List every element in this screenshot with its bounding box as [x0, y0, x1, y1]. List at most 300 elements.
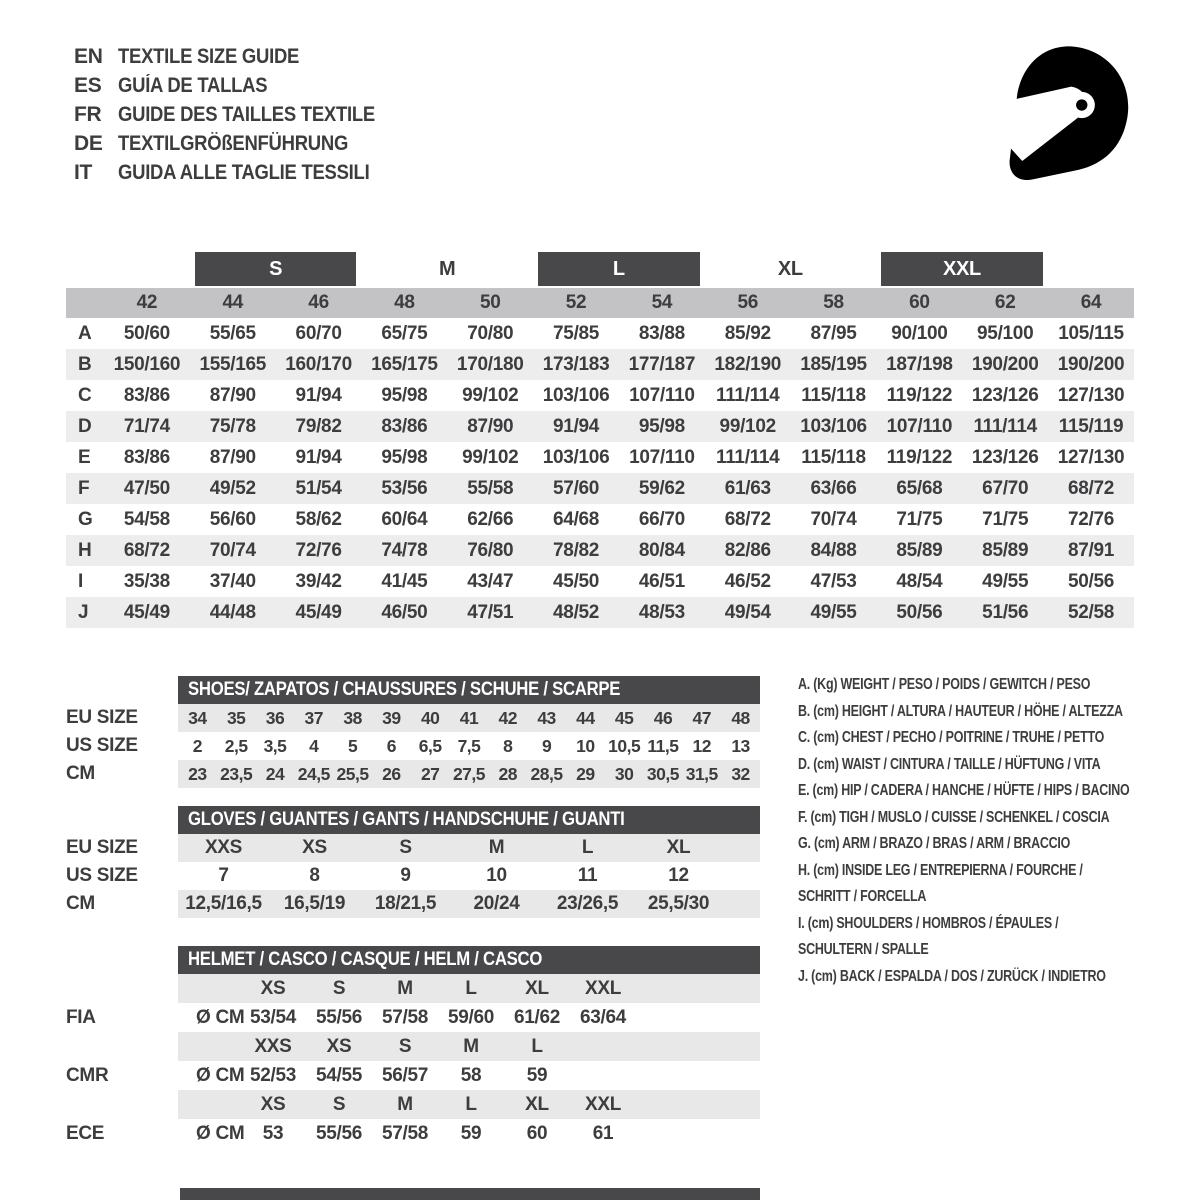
size-number-cell: 50: [479, 292, 501, 313]
size-cell: 2: [192, 735, 203, 756]
measurement-value: 47/53: [810, 570, 857, 592]
row-letter: C: [78, 384, 92, 406]
helmet-icon: [975, 28, 1150, 203]
measurement-value: 59/62: [638, 477, 685, 499]
row-letter: B: [78, 353, 92, 375]
measurement-value: 170/180: [456, 353, 524, 375]
row-cells: [178, 1003, 760, 1032]
measurement-row: [66, 411, 1134, 442]
row-letter: F: [78, 477, 90, 499]
measurement-value: 182/190: [714, 353, 781, 375]
measurement-value: 95/100: [977, 322, 1034, 344]
measurement-value: 83/86: [381, 415, 428, 437]
size-cell: 9: [541, 735, 552, 756]
measurement-value: 155/165: [199, 353, 267, 375]
measurement-value: 67/70: [982, 477, 1029, 499]
size-cell: 30,5: [646, 763, 679, 784]
size-number-cell: 54: [651, 292, 673, 313]
legend-line: E. (cm) HIP / CADERA / HANCHE / HÜFTE / HIPS / BACINO: [798, 782, 1130, 799]
spacer: [1048, 269, 1134, 270]
size-cell: 63/64: [579, 1006, 627, 1028]
size-cell: XL: [525, 1093, 549, 1115]
measurement-value: 103/106: [542, 446, 610, 468]
size-cell: 57/58: [381, 1122, 429, 1144]
measurement-value: 85/92: [724, 322, 771, 344]
size-cell: 20/24: [473, 893, 520, 914]
legend-item: [798, 964, 1200, 991]
size-number-cell: 44: [222, 292, 244, 313]
size-cell: M: [463, 1035, 479, 1057]
measurement-value: 83/86: [123, 446, 170, 468]
legend-item: [798, 831, 1200, 858]
measurement-value: 37/40: [209, 570, 256, 592]
measurement-value: 53/56: [381, 477, 428, 499]
legend-item: [798, 805, 1200, 832]
size-cell: 61: [592, 1122, 614, 1144]
measurement-value: 55/65: [209, 322, 256, 344]
measurement-value: 70/74: [810, 508, 857, 530]
size-cell: S: [398, 1035, 412, 1057]
size-number-cell: 48: [394, 292, 415, 313]
shoes-table-title: SHOES/ ZAPATOS / CHAUSSURES / SCHUHE / SCARPE: [188, 679, 621, 700]
row-cells: [178, 1119, 760, 1148]
measurement-value: 115/118: [801, 446, 866, 468]
legend-line: D. (cm) WAIST / CINTURA / TAILLE / HÜFTUNG / VITA: [798, 755, 1101, 773]
measurement-value: 95/98: [381, 446, 428, 468]
measurement-value: 63/66: [810, 477, 857, 499]
size-cell: L: [581, 837, 594, 858]
row-letter: D: [78, 415, 92, 437]
size-number-cell: 56: [737, 292, 758, 313]
measurement-value: 70/74: [209, 539, 256, 561]
measurement-value: 49/55: [982, 570, 1029, 592]
size-category-label: XL: [777, 257, 803, 280]
measurement-value: 68/72: [1068, 477, 1115, 499]
measurement-value: 87/91: [1068, 539, 1115, 561]
guide-title: GUIDE DES TAILLES TEXTILE: [118, 103, 375, 126]
row-letter: I: [78, 570, 83, 592]
measurement-value: 65/68: [896, 477, 943, 499]
row-label: CM: [66, 763, 95, 784]
size-row: [66, 732, 760, 760]
measurement-value: 115/118: [801, 384, 866, 406]
language-row: [74, 129, 410, 158]
size-cell: 56/57: [381, 1064, 429, 1086]
measurement-value: 65/75: [381, 322, 428, 344]
helmet-size-table: [66, 946, 760, 1148]
row-label: US SIZE: [66, 865, 138, 886]
language-code: EN: [74, 45, 103, 68]
language-title-list: [74, 42, 410, 187]
measurement-value: 51/54: [295, 477, 342, 499]
measurement-value: 49/52: [209, 477, 256, 499]
size-cell: S: [332, 977, 346, 999]
size-number-cell: 58: [823, 292, 844, 313]
measurement-value: 87/95: [810, 322, 857, 344]
size-cell: M: [488, 837, 505, 858]
size-cell: L: [465, 977, 477, 999]
size-cell: 11,5: [647, 735, 679, 756]
language-code: ES: [74, 74, 102, 97]
legend-line: H. (cm) INSIDE LEG / ENTREPIERNA / FOURCHE /: [798, 861, 1083, 879]
legend-line: SCHULTERN / SPALLE: [798, 941, 929, 958]
size-cell: S: [399, 837, 412, 858]
size-cell: 28: [498, 763, 517, 784]
row-cells: [178, 834, 760, 862]
size-cell: 41: [459, 707, 479, 728]
helmet-row: [66, 974, 760, 1003]
measurement-value: 85/89: [896, 539, 943, 561]
legend-item: [798, 911, 1200, 964]
shoes-table-header: [178, 676, 760, 704]
legend-line: I. (cm) SHOULDERS / HOMBROS / ÉPAULES /: [798, 914, 1059, 932]
measurement-value: 90/100: [891, 322, 948, 344]
legend-item: [798, 672, 1200, 699]
helmet-row: [66, 1090, 760, 1119]
measurement-value: 74/78: [381, 539, 428, 561]
size-cell: 25,5/30: [647, 893, 710, 914]
measurement-value: 66/70: [638, 508, 685, 530]
measurement-row: [66, 349, 1134, 380]
measurement-row: [66, 442, 1134, 473]
measurement-value: 127/130: [1057, 384, 1125, 406]
size-cell: 27,5: [452, 763, 485, 784]
size-cell: 45: [614, 707, 634, 728]
size-number-cell: 62: [994, 292, 1016, 313]
measurement-value: 79/82: [295, 415, 342, 437]
language-code: FR: [74, 103, 102, 126]
size-category-label: L: [538, 252, 700, 286]
size-cell: 60: [526, 1122, 548, 1144]
language-row: [74, 42, 410, 71]
size-cell: 42: [498, 707, 517, 728]
row-letter: J: [78, 601, 89, 623]
measurement-value: 99/102: [462, 384, 519, 406]
size-cell: L: [531, 1035, 543, 1057]
size-category-cell: [705, 250, 877, 288]
measurement-value: 111/114: [715, 446, 780, 468]
row-label: CMR: [66, 1064, 109, 1086]
size-category-label: S: [195, 252, 357, 286]
row-letter: E: [78, 446, 91, 468]
size-category-cell: [876, 250, 1048, 288]
size-cell: 39: [382, 707, 401, 728]
size-cell: 54/55: [315, 1064, 363, 1086]
size-cell: 32: [731, 763, 750, 784]
size-category-cell: [190, 250, 362, 288]
helmet-row: [66, 1119, 760, 1148]
measurement-value: 62/66: [467, 508, 514, 530]
legend-line: G. (cm) ARM / BRAZO / BRAS / ARM / BRACCIO: [798, 835, 1071, 852]
legend-item: [798, 778, 1200, 805]
measurement-value: 52/58: [1068, 601, 1115, 623]
guide-title: TEXTILGRÖßENFÜHRUNG: [118, 132, 349, 155]
row-label: EU SIZE: [66, 707, 138, 728]
unit-cell: Ø CM: [196, 1006, 245, 1028]
measurement-value: 82/86: [724, 539, 771, 561]
measurement-value: 64/68: [553, 508, 600, 530]
size-cell: 16,5/19: [283, 893, 346, 914]
measurement-value: 55/58: [467, 477, 514, 499]
row-letter: H: [78, 539, 92, 561]
row-label: ECE: [66, 1122, 105, 1144]
size-cell: 44: [576, 707, 595, 728]
size-cell: 28,5: [530, 763, 563, 784]
size-category-label: XXL: [881, 252, 1043, 286]
size-cell: 59: [460, 1122, 482, 1144]
measurement-value: 48/54: [896, 570, 943, 592]
row-cells: [178, 732, 760, 760]
size-cell: 5: [347, 735, 358, 756]
measurement-value: 68/72: [123, 539, 170, 561]
row-cells: [178, 704, 760, 732]
measurement-value: 72/76: [1068, 508, 1115, 530]
measurement-value: 57/60: [553, 477, 600, 499]
size-cell: M: [397, 977, 413, 999]
shoes-size-table: [66, 676, 760, 788]
size-cell: 40: [420, 707, 440, 728]
legend-item: [798, 858, 1200, 911]
measurement-value: 45/50: [553, 570, 600, 592]
size-cell: 11: [577, 865, 598, 886]
legend-line: C. (cm) CHEST / PECHO / POITRINE / TRUHE / PETTO: [798, 729, 1105, 746]
row-label: FIA: [66, 1006, 96, 1028]
size-cell: XXL: [584, 977, 622, 999]
size-cell: XS: [260, 1093, 286, 1115]
measurement-value: 119/122: [886, 384, 953, 406]
measurement-value: 111/114: [715, 384, 780, 406]
row-label: EU SIZE: [66, 837, 138, 858]
size-cell: 23: [188, 763, 207, 784]
size-category-cell: [533, 250, 705, 288]
size-cell: 29: [576, 763, 595, 784]
measurement-value: 99/102: [462, 446, 519, 468]
measurement-value: 119/122: [886, 446, 953, 468]
measurement-value: 72/76: [295, 539, 342, 561]
measurement-value: 87/90: [467, 415, 514, 437]
measurement-value: 75/78: [209, 415, 256, 437]
size-cell: XXS: [204, 837, 243, 858]
measurement-value: 71/75: [982, 508, 1029, 530]
size-row: [66, 862, 760, 890]
row-cells: [178, 890, 760, 918]
size-cell: 12: [668, 865, 689, 886]
measurement-value: 44/48: [209, 601, 256, 623]
measurement-value: 165/175: [371, 353, 438, 375]
size-cell: 59: [526, 1064, 548, 1086]
guide-title: GUIDA ALLE TAGLIE TESSILI: [118, 161, 370, 184]
size-cell: 37: [304, 707, 324, 728]
measurement-row: [66, 535, 1134, 566]
measurement-value: 48/52: [553, 601, 600, 623]
gloves-table-title: GLOVES / GUANTES / GANTS / HANDSCHUHE / GUANTI: [188, 809, 625, 830]
size-category-label: M: [439, 257, 456, 280]
measurement-value: 50/56: [896, 601, 943, 623]
size-cell: XS: [326, 1035, 352, 1057]
measurement-value: 51/56: [982, 601, 1029, 623]
row-cells: [178, 862, 760, 890]
measurement-value: 68/72: [724, 508, 771, 530]
measurement-value: 91/94: [553, 415, 600, 437]
measurement-value: 115/119: [1058, 415, 1124, 437]
measurement-row: [66, 380, 1134, 411]
measurement-value: 50/56: [1068, 570, 1115, 592]
measurement-value: 127/130: [1057, 446, 1125, 468]
size-cell: XL: [666, 837, 691, 858]
helmet-row: [66, 1061, 760, 1090]
row-cells: [178, 760, 760, 788]
spacer: [66, 269, 190, 270]
size-number-cell: 64: [1080, 292, 1102, 313]
legend-item: [798, 725, 1200, 752]
language-row: [74, 158, 410, 187]
measurement-value: 87/90: [209, 384, 256, 406]
legend-line: A. (Kg) WEIGHT / PESO / POIDS / GEWITCH / PESO: [798, 676, 1091, 693]
measurement-value: 190/200: [1057, 353, 1125, 375]
measurement-value: 71/75: [896, 508, 943, 530]
size-row: [66, 834, 760, 862]
size-cell: 10,5: [608, 735, 641, 756]
measurement-value: 87/90: [209, 446, 256, 468]
size-cell: 24: [265, 763, 285, 784]
measurement-value: 103/106: [542, 384, 610, 406]
measurement-value: 187/198: [886, 353, 953, 375]
size-cell: 6: [386, 735, 396, 756]
measurement-value: 99/102: [719, 415, 776, 437]
size-cell: XS: [302, 837, 327, 858]
measurement-value: 75/85: [553, 322, 600, 344]
measurement-row: [66, 318, 1134, 349]
measurement-value: 35/38: [123, 570, 170, 592]
measurement-value: 91/94: [295, 446, 342, 468]
size-cell: 7: [218, 865, 229, 886]
size-cell: 12,5/16,5: [185, 893, 262, 914]
measurement-value: 95/98: [638, 415, 685, 437]
measurement-value: 95/98: [381, 384, 428, 406]
size-cell: 55/56: [315, 1006, 363, 1028]
size-cell: S: [332, 1093, 346, 1115]
size-cell: 23,5: [220, 763, 253, 784]
measurement-value: 46/50: [381, 601, 428, 623]
size-cell: 53/54: [249, 1006, 297, 1028]
size-cell: 57/58: [381, 1006, 429, 1028]
measurement-row: [66, 566, 1134, 597]
measurement-value: 76/80: [467, 539, 514, 561]
size-cell: L: [465, 1093, 477, 1115]
guide-title: TEXTILE SIZE GUIDE: [118, 45, 300, 68]
measurement-value: 61/63: [724, 477, 771, 499]
size-category-row: [66, 250, 1134, 288]
measurement-value: 123/126: [971, 446, 1039, 468]
measurement-value: 107/110: [629, 446, 695, 468]
measurement-value: 111/114: [973, 415, 1037, 437]
legend-line: B. (cm) HEIGHT / ALTURA / HAUTEUR / HÖHE / ALTEZZA: [798, 702, 1123, 720]
size-cell: 18/21,5: [374, 893, 437, 914]
measurement-value: 54/58: [123, 508, 170, 530]
measurement-value: 70/80: [467, 322, 514, 344]
row-letter: G: [78, 508, 93, 530]
size-cell: XXL: [584, 1093, 622, 1115]
textile-size-table: [66, 250, 1134, 628]
measurement-row: [66, 504, 1134, 535]
size-cell: 38: [343, 707, 362, 728]
measurement-value: 123/126: [971, 384, 1039, 406]
size-cell: 8: [309, 865, 320, 886]
measurement-value: 84/88: [810, 539, 857, 561]
row-letter: A: [78, 322, 92, 344]
measurement-value: 60/70: [295, 322, 342, 344]
measurement-value: 56/60: [209, 508, 256, 530]
measurement-value: 78/82: [553, 539, 600, 561]
row-cells: [178, 1090, 760, 1119]
measurement-value: 177/187: [628, 353, 696, 375]
measurement-value: 103/106: [800, 415, 867, 437]
size-cell: 35: [226, 707, 246, 728]
size-cell: 48: [731, 707, 750, 728]
size-cell: 27: [420, 763, 440, 784]
size-category-cell: [361, 250, 533, 288]
legend-item: [798, 699, 1200, 726]
size-number-cell: 60: [909, 292, 930, 313]
measurement-value: 41/45: [381, 570, 428, 592]
measurement-value: 43/47: [467, 570, 514, 592]
helmet-row: [66, 1032, 760, 1061]
measurement-value: 49/54: [724, 601, 771, 623]
measurement-value: 48/53: [638, 601, 685, 623]
language-code: IT: [74, 161, 93, 184]
size-row: [66, 890, 760, 918]
gloves-table-header: [178, 806, 760, 834]
size-cell: 59/60: [447, 1006, 495, 1028]
size-cell: 36: [265, 707, 285, 728]
size-cell: 12: [692, 735, 711, 756]
size-cell: 46: [653, 707, 673, 728]
size-cell: 23/26,5: [556, 893, 619, 914]
size-cell: 25,5: [336, 763, 369, 784]
measurement-value: 107/110: [886, 415, 953, 437]
measurement-row: [66, 473, 1134, 504]
size-number-cell: 52: [565, 292, 587, 313]
gloves-size-table: [66, 806, 760, 918]
size-cell: 30: [614, 763, 634, 784]
size-cell: 55/56: [315, 1122, 363, 1144]
size-cell: XL: [525, 977, 549, 999]
measurement-row: [66, 597, 1134, 628]
row-label: CM: [66, 893, 95, 914]
size-cell: 53: [262, 1122, 284, 1144]
size-cell: XS: [260, 977, 286, 999]
row-cells: [178, 1032, 760, 1061]
size-cell: XXS: [254, 1035, 292, 1057]
language-row: [74, 71, 410, 100]
size-cell: 3,5: [263, 735, 287, 756]
size-number-cell: 46: [308, 292, 329, 313]
measurement-value: 83/88: [638, 322, 685, 344]
size-cell: 7,5: [457, 735, 481, 756]
size-number-row: [66, 288, 1134, 318]
measurement-value: 47/51: [467, 601, 514, 623]
size-cell: 9: [400, 865, 411, 886]
size-cell: 34: [188, 707, 207, 728]
size-cell: 61/62: [513, 1006, 561, 1028]
unit-cell: Ø CM: [196, 1122, 245, 1144]
helmet-row: [66, 1003, 760, 1032]
measurement-value: 49/55: [810, 601, 857, 623]
size-cell: 4: [309, 735, 319, 756]
size-cell: 31,5: [685, 763, 718, 784]
size-cell: 47: [692, 707, 711, 728]
measurement-value: 58/62: [295, 508, 342, 530]
